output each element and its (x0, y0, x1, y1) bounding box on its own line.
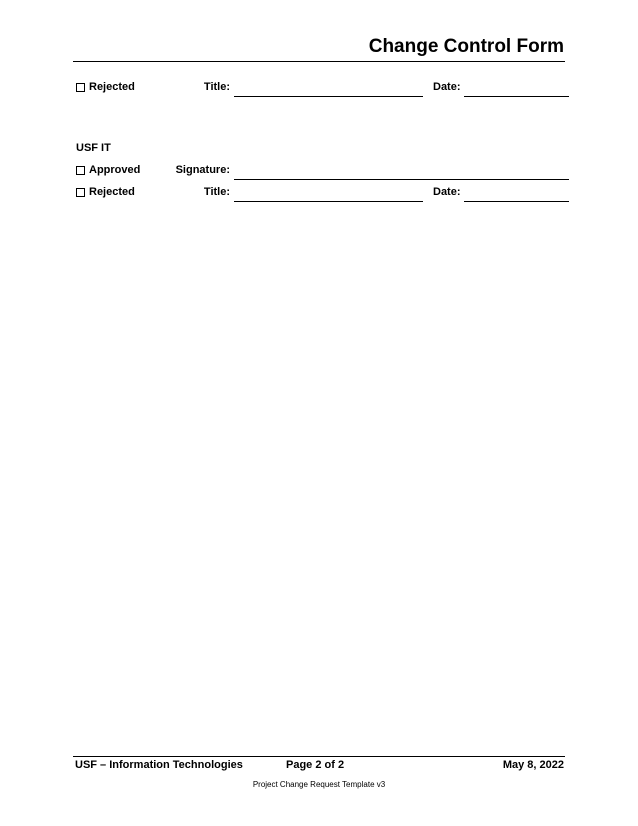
date-field-1[interactable] (464, 96, 569, 97)
rejected-checkbox-2[interactable] (76, 188, 85, 197)
rejected-checkbox-1[interactable] (76, 83, 85, 92)
title-label-2: Title: (203, 186, 230, 198)
footer-organization: USF – Information Technologies (75, 759, 243, 771)
rejected-label-1: Rejected (89, 81, 135, 93)
form-title: Change Control Form (368, 36, 564, 57)
date-label-1: Date: (433, 81, 461, 93)
title-label-1: Title: (203, 81, 230, 93)
rejected-checkbox-row-1[interactable] (76, 81, 135, 94)
footer-date: May 8, 2022 (502, 759, 564, 771)
date-field-2[interactable] (464, 201, 569, 202)
footer-divider (73, 756, 565, 757)
header-divider (73, 61, 565, 62)
rejected-label-2: Rejected (89, 186, 135, 198)
title-field-2[interactable] (234, 201, 423, 202)
signature-field[interactable] (234, 179, 569, 180)
section-heading-usf-it: USF IT (76, 142, 111, 154)
rejected-checkbox-row-2[interactable] (76, 186, 135, 199)
footer-page-number: Page 2 of 2 (286, 759, 345, 771)
signature-label: Signature: (175, 164, 230, 176)
title-field-1[interactable] (234, 96, 423, 97)
approved-checkbox[interactable] (76, 166, 85, 175)
approved-label: Approved (89, 164, 141, 176)
approved-checkbox-row[interactable] (76, 164, 140, 177)
date-label-2: Date: (433, 186, 461, 198)
footer-template-name: Project Change Request Template v3 (252, 780, 386, 789)
